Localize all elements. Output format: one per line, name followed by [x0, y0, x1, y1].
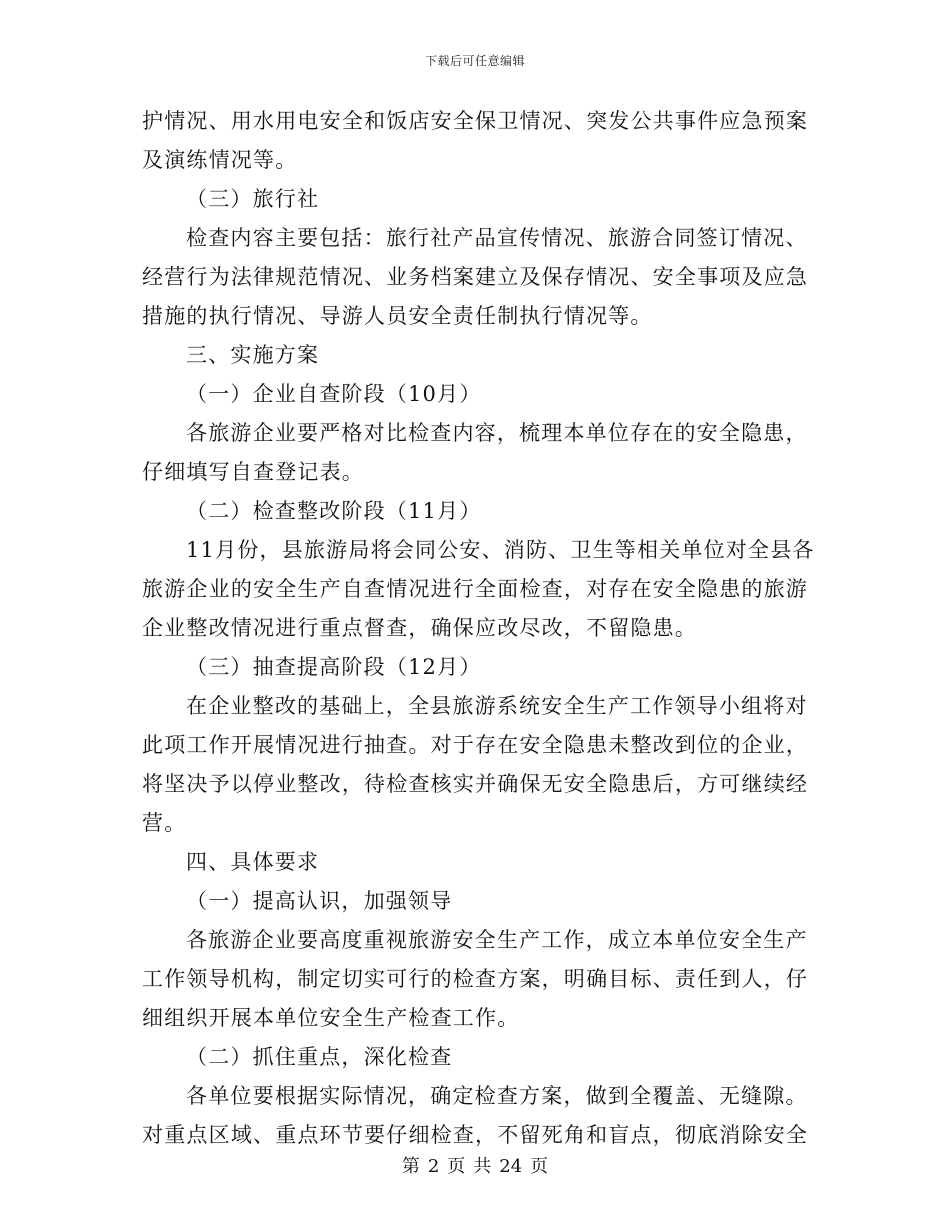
document-body: [142, 102, 815, 1155]
text-line: 旅 游 企 业 的 安 全 生 产 自 查 情 况 进 行 全 面 检 查 ， 对 存 在 安 全 隐 患 的 旅 游: [142, 577, 809, 601]
text-line: 措施的执行情况、导游人员安全责任制执行情况等。: [142, 304, 653, 328]
text-line: （一）企业自查阶段（10月）: [186, 382, 482, 406]
footer-label-total: 共: [473, 1156, 492, 1177]
page-number: 2: [427, 1156, 440, 1177]
text-line: （二）抓住重点，深化检查: [186, 1045, 453, 1069]
text-line: 此 项 工 作 开 展 情 况 进 行 抽 查 。 对 于 存 在 安 全 隐 患 未 整 改 到 位 的 企 业 ，: [142, 733, 809, 757]
total-pages: 24: [499, 1156, 523, 1177]
text-line: 经 营 行 为 法 律 规 范 情 况 、 业 务 档 案 建 立 及 保 存 情 况 、 安 全 事 项 及 应 急: [142, 265, 809, 289]
footer-label-mid: 页: [447, 1156, 466, 1177]
text-line: 将 坚 决 予 以 停 业 整 改 ， 待 检 查 核 实 并 确 保 无 安 全 隐 患 后 ， 方 可 继 续 经: [142, 772, 809, 796]
text-line: 企业整改情况进行重点督查，确保应改尽改，不留隐患。: [142, 616, 697, 640]
text-line: 工 作 领 导 机 构 ， 制 定 切 实 可 行 的 检 查 方 案 ， 明 确 目 标 、 责 任 到 人 ， 仔: [142, 967, 809, 991]
text-line: 营。: [142, 811, 187, 835]
footer-label-after: 页: [530, 1156, 549, 1177]
text-line: 各 单 位 要 根 据 实 际 情 况 ， 确 定 检 查 方 案 ， 做 到 全 覆 盖 、 无 缝 隙 。: [186, 1084, 808, 1108]
text-line: 检 查 内 容 主 要 包 括 ： 旅 行 社 产 品 宣 传 情 况 、 旅 游 合 同 签 订 情 况 、: [186, 226, 808, 250]
text-line: 在 企 业 整 改 的 基 础 上 ， 全 县 旅 游 系 统 安 全 生 产 工 作 领 导 小 组 将 对: [186, 694, 808, 718]
text-line: 对 重 点 区 域 、 重 点 环 节 要 仔 细 检 查 ， 不 留 死 角 和 盲 点 ， 彻 底 消 除 安 全: [142, 1123, 809, 1147]
text-line: 各 旅 游 企 业 要 严 格 对 比 检 查 内 容 ， 梳 理 本 单 位 存 在 的 安 全 隐 患 ，: [186, 421, 808, 445]
footer-label-before: 第: [401, 1156, 420, 1177]
text-line: 四、具体要求: [186, 850, 320, 874]
text-line: 各 旅 游 企 业 要 高 度 重 视 旅 游 安 全 生 产 工 作 ， 成 立 本 单 位 安 全 生 产: [186, 928, 808, 952]
text-line: 细组织开展本单位安全生产检查工作。: [142, 1006, 520, 1030]
text-line: 三、实施方案: [186, 343, 320, 367]
page-header: 下载后可任意编辑: [424, 54, 525, 68]
text-line: 仔细填写自查登记表。: [142, 460, 364, 484]
text-line: （二）检查整改阶段（11月）: [186, 499, 482, 523]
text-line: 及演练情况等。: [142, 148, 298, 172]
text-line: （三）抽查提高阶段（12月）: [186, 655, 482, 679]
text-line: 11 月 份 ， 县 旅 游 局 将 会 同 公 安 、 消 防 、 卫 生 等 相 关 单 位 对 全 县 各: [186, 538, 815, 562]
text-line: （三）旅行社: [186, 187, 320, 211]
text-line: （一）提高认识，加强领导: [186, 889, 453, 913]
page-footer: [0, 1152, 950, 1178]
text-line: 护 情 况 、 用 水 用 电 安 全 和 饭 店 安 全 保 卫 情 况 、 突 发 公 共 事 件 应 急 预 案: [142, 109, 809, 133]
